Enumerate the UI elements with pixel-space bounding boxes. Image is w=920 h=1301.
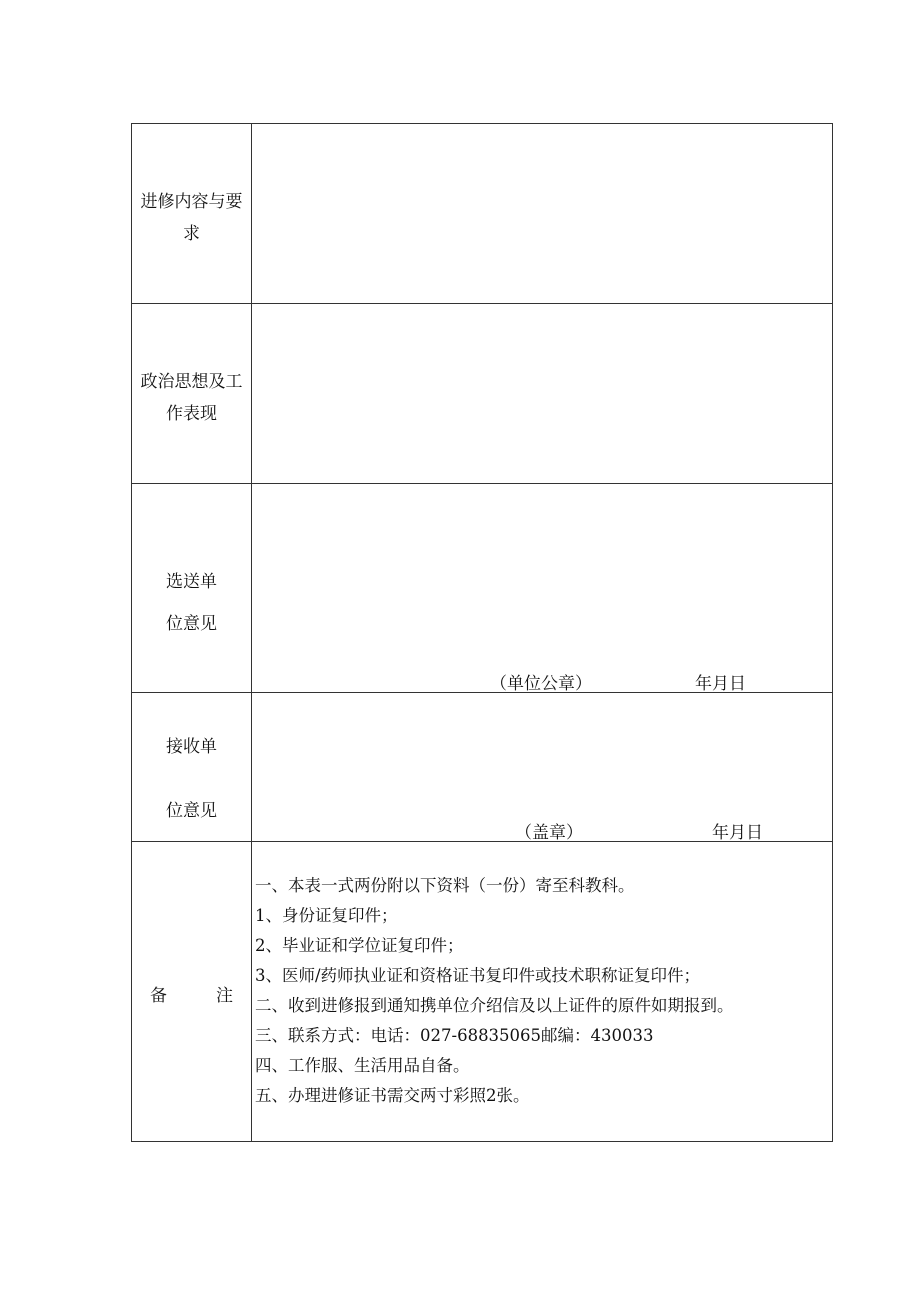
row-divider <box>132 483 832 484</box>
application-form-table <box>131 123 833 1142</box>
sending-unit-label <box>132 561 251 645</box>
sending-unit-date: 年月日 <box>695 674 746 694</box>
political-label-line2: 作表现 <box>166 404 217 424</box>
remarks-line: 1、身份证复印件； <box>255 906 398 925</box>
remarks-line: 四、工作服、生活用品自备。 <box>255 1056 470 1075</box>
political-label <box>132 366 251 430</box>
receiving-unit-label-line1: 接收单 <box>166 737 217 757</box>
remarks-label-char2: 注 <box>216 986 233 1006</box>
remarks-line: 2、毕业证和学位证复印件； <box>255 936 464 955</box>
remarks-line: 二、收到进修报到通知携单位介绍信及以上证件的原件如期报到。 <box>255 996 734 1015</box>
study-content-label-line2: 求 <box>183 224 200 244</box>
receiving-unit-label-line2: 位意见 <box>166 801 217 821</box>
remarks-label-char1: 备 <box>150 986 167 1006</box>
sending-unit-stamp: （单位公章） <box>490 674 592 694</box>
political-label-line1: 政治思想及工 <box>140 372 243 392</box>
receiving-unit-stamp: （盖章） <box>515 823 583 843</box>
receiving-unit-date: 年月日 <box>712 823 763 843</box>
remarks-line: 五、办理进修证书需交两寸彩照2张。 <box>255 1086 530 1105</box>
study-content-label <box>132 186 251 250</box>
column-divider <box>251 124 252 1141</box>
study-content-label-line1: 进修内容与要 <box>140 192 243 212</box>
sending-unit-label-line1: 选送单 <box>166 572 217 592</box>
remarks-line: 三、联系方式：电话：027-68835065邮编：430033 <box>255 1026 654 1045</box>
remarks-line: 一、本表一式两份附以下资料（一份）寄至科教科。 <box>255 876 635 895</box>
sending-unit-label-line2: 位意见 <box>166 614 217 634</box>
receiving-unit-label <box>132 715 251 843</box>
remarks-label <box>132 981 251 1006</box>
remarks-line: 3、医师/药师执业证和资格证书复印件或技术职称证复印件； <box>255 966 701 985</box>
row-divider <box>132 303 832 304</box>
